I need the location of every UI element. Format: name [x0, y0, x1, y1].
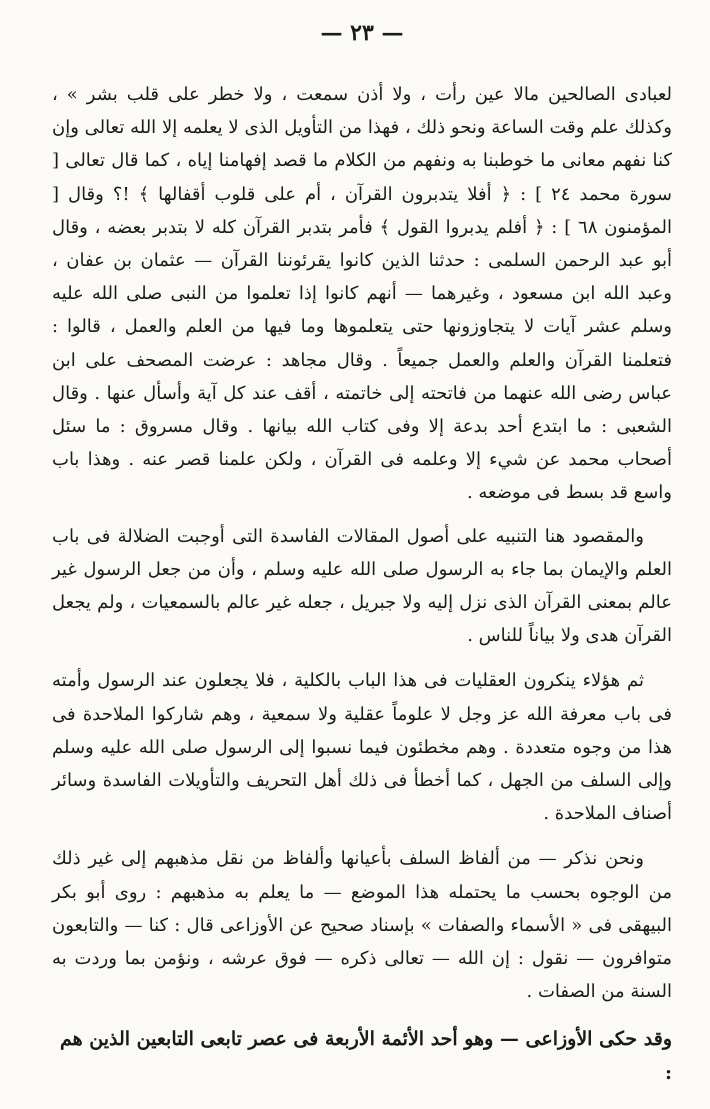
paragraph-2: والمقصود هنا التنبيه على أصول المقالات الفاسدة التى أوجبت الضلالة فى باب العلم والإيمان بما جاء به الرسول صلى الله عليه وسلم ، وأن من جعل الرسول غير عالم بمعنى القرآن الذى نزل إليه ولا جبريل ، جعله غير عالم بالسمعيات ، ولم يجعل القرآن هدى ولا بياناً للناس .	[52, 525, 672, 647]
page-number: — ٢٣ —	[320, 20, 404, 46]
book-page	[52, 0, 673, 1085]
paragraph-1: لعبادى الصالحين مالا عين رأت ، ولا أذن سمعت ، ولا خطر على قلب بشر » ، وكذلك علم وقت الساعة ونحو ذلك ، فهذا من التأويل الذى لا يعلمه إلا الله تعالى وإن كنا نفهم معانى ما خوطبنا به ونفهم من الكلام ما قصد إفهامنا إياه ، كما قال تعالى [ سورة محمد ٢٤ ] : ﴿ أفلا يتدبرون القرآن ، أم على قلوب أقفالها ﴾ !؟ وقال [ المؤمنون ٦٨ ] : ﴿ أفلم يدبروا القول ﴾ فأمر بتدبر القرآن كله لا بتدبر بعضه ، وقال أبو عبد الرحمن السلمى : حدثنا الذين كانوا يقرئوننا القرآن — عثمان بن عفان ، وعبد الله ابن مسعود ، وغيرهما — أنهم كانوا إذا تعلموا من النبى صلى الله عليه وسلم عشر آيات لا يتجاوزونها حتى يتعلموها وما فيها من العلم والعمل ، قالوا : فتعلمنا القرآن والعلم والعمل جميعاً . وقال مجاهد : عرضت المصحف على ابن عباس رضى الله عنهما من فاتحته إلى خاتمته ، أقف عند كل آية وأسأل عنها . وقال الشعبى : ما ابتدع أحد بدعة إلا وفى كتاب الله بيانها . وقال مسروق : ما سئل أصحاب محمد عن شيء إلا وعلمه فى القرآن ، ولكن علمنا قصر عنه . وهذا باب واسع قد بسط فى موضعه .	[52, 84, 673, 504]
paragraph-5: وقد حكى الأوزاعى — وهو أحد الأئمة الأربعة فى عصر تابعى التابعين الذين هم :	[59, 1028, 672, 1085]
page-body	[52, 78, 672, 1109]
paragraph-4: ونحن نذكر — من ألفاظ السلف بأعيانها وألفاظ من نقل مذهبهم إلى غير ذلك من الوجوه بحسب ما يحتمله هذا الموضع — ما يعلم به مذهبهم : روى أبو بكر البيهقى فى « الأسماء والصفات » بإسناد صحيح عن الأوزاعى قال : كنا — والتابعون متوافرون — نقول : إن الله — تعالى ذكره — فوق عرشه ، ونؤمن بما وردت به السنة من الصفات .	[52, 848, 672, 1003]
paragraph-3: ثم هؤلاء ينكرون العقليات فى هذا الباب بالكلية ، فلا يجعلون عند الرسول وأمته فى باب معرفة الله عز وجل لا علوماً عقلية ولا سمعية ، وهم شاركوا الملاحدة فى هذا من وجوه متعددة . وهم مخطئون فيما نسبوا إلى الرسول صلى الله عليه وسلم وإلى السلف من الجهل ، كما أخطأ فى ذلك أهل التحريف والتأويلات الفاسدة وسائر أصناف الملاحدة .	[52, 670, 672, 825]
